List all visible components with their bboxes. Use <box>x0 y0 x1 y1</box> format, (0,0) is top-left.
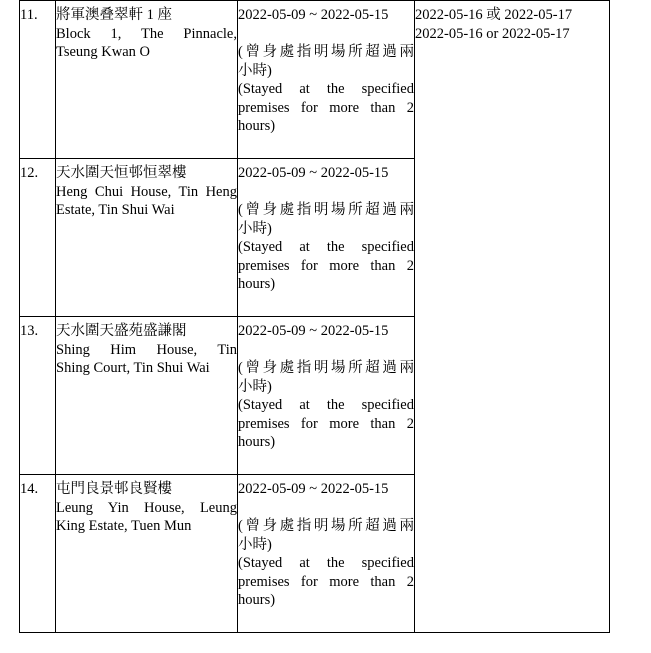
premises-name-en-line1: Leung Yin House, Leung <box>56 499 237 516</box>
note-zh-line1: (曾身處指明場所超過兩 <box>238 44 414 60</box>
date-cell <box>238 475 415 633</box>
note-zh-line2: 小時) <box>238 62 272 79</box>
note-zh-line2: 小時) <box>238 220 272 237</box>
premises-name-zh: 屯門良景邨良賢樓 <box>56 481 172 497</box>
note-en-line2: premises for more than 2 <box>238 257 414 274</box>
row-number-cell <box>20 317 56 475</box>
premises-name-en-line2: King Estate, Tuen Mun <box>56 518 192 534</box>
note-zh-line1: (曾身處指明場所超過兩 <box>238 518 414 534</box>
row-number: 12. <box>20 165 39 181</box>
note-en-line1: (Stayed at the specified <box>238 555 414 571</box>
note-zh-line2: 小時) <box>238 536 272 553</box>
note-en-line2: premises for more than 2 <box>238 415 414 432</box>
note-en-line1: (Stayed at the specified <box>238 239 414 255</box>
date-cell <box>238 317 415 475</box>
note-en-line3: hours) <box>238 276 276 292</box>
testing-dates-zh: 2022-05-16 或 2022-05-17 <box>415 7 573 23</box>
visit-period: 2022-05-09 ~ 2022-05-15 <box>238 165 389 181</box>
date-cell <box>238 159 415 317</box>
row-number-cell <box>20 475 56 633</box>
premises-cell <box>56 159 238 317</box>
row-number: 14. <box>20 481 39 497</box>
note-en-line2: premises for more than 2 <box>238 573 414 590</box>
note-zh-line2: 小時) <box>238 378 272 395</box>
row-number-cell <box>20 159 56 317</box>
premises-cell <box>56 475 238 633</box>
note-en-line3: hours) <box>238 592 276 608</box>
note-en-line1: (Stayed at the specified <box>238 397 414 413</box>
premises-cell <box>56 317 238 475</box>
note-en-line1: (Stayed at the specified <box>238 81 414 97</box>
testing-dates-cell <box>415 1 610 633</box>
premises-name-zh: 天水圍天恒邨恒翠樓 <box>56 165 187 181</box>
row-number-cell <box>20 1 56 159</box>
table-row <box>20 1 610 159</box>
premises-name-zh: 天水圍天盛苑盛謙閣 <box>56 323 187 339</box>
note-zh-line1: (曾身處指明場所超過兩 <box>238 360 414 376</box>
premises-name-en-line1: Shing Him House, Tin <box>56 341 237 358</box>
note-en-line3: hours) <box>238 118 276 134</box>
note-zh-line1: (曾身處指明場所超過兩 <box>238 202 414 218</box>
premises-cell <box>56 1 238 159</box>
premises-name-en-line1: Heng Chui House, Tin Heng <box>56 183 237 200</box>
date-cell <box>238 1 415 159</box>
premises-name-zh: 將軍澳叠翠軒 1 座 <box>56 7 172 23</box>
note-en-line3: hours) <box>238 434 276 450</box>
premises-name-en-line2: Estate, Tin Shui Wai <box>56 202 175 218</box>
premises-name-en-line1: Block 1, The Pinnacle, <box>56 25 237 42</box>
visit-period: 2022-05-09 ~ 2022-05-15 <box>238 7 389 23</box>
testing-dates-en: 2022-05-16 or 2022-05-17 <box>415 25 570 42</box>
row-number: 11. <box>20 7 38 23</box>
premises-name-en-line2: Shing Court, Tin Shui Wai <box>56 360 210 376</box>
visit-period: 2022-05-09 ~ 2022-05-15 <box>238 323 389 339</box>
premises-name-en-line2: Tseung Kwan O <box>56 44 151 60</box>
note-en-line2: premises for more than 2 <box>238 99 414 116</box>
row-number: 13. <box>20 323 39 339</box>
visit-period: 2022-05-09 ~ 2022-05-15 <box>238 481 389 497</box>
specified-premises-table <box>19 0 610 633</box>
